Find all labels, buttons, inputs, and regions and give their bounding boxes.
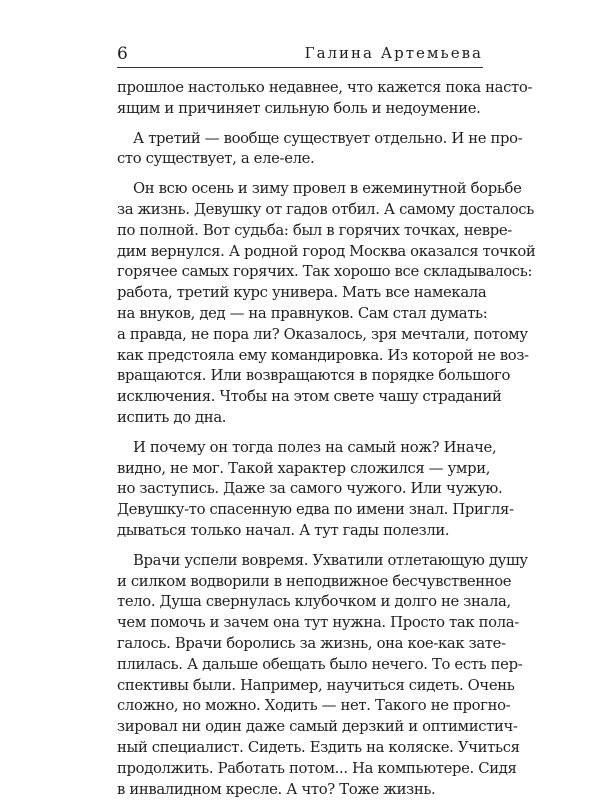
running-title: Галина Артемьева xyxy=(305,44,483,62)
text-line: дим вернулся. А родной город Москва оказался точкой xyxy=(117,242,483,263)
text-line: плилась. А дальше обещать было нечего. То есть пер- xyxy=(117,655,483,676)
text-line: как предстояла ему командировка. Из которой не воз- xyxy=(117,346,483,367)
text-line: вращаются. Или возвращаются в порядке большого xyxy=(117,366,483,387)
text-line: прошлое настолько недавнее, что кажется пока насто- xyxy=(117,78,483,99)
paragraph xyxy=(117,129,483,171)
text-line: продолжить. Работать потом... На компьютере. Сидя xyxy=(117,759,483,780)
text-line: по полной. Вот судьба: был в горячих точках, невре- xyxy=(117,221,483,242)
text-line: А третий — вообще существует отдельно. И не про- xyxy=(117,129,483,150)
text-line: спективы были. Например, научиться сидеть. Очень xyxy=(117,676,483,697)
text-line: чем помочь и зачем она тут нужна. Просто так пола- xyxy=(117,613,483,634)
paragraph xyxy=(117,551,483,800)
text-line: сто существует, а еле-еле. xyxy=(117,149,483,170)
text-line: на внуков, дед — на правнуков. Сам стал думать: xyxy=(117,304,483,325)
paragraph xyxy=(117,78,483,120)
body-text xyxy=(117,78,483,800)
text-line: дываться только начал. А тут гады полезли. xyxy=(117,521,483,542)
text-line: горячее самых горячих. Так хорошо все складывалось: xyxy=(117,262,483,283)
text-line: видно, не мог. Такой характер сложился — умри, xyxy=(117,459,483,480)
text-line: галось. Врачи боролись за жизнь, она кое-как зате- xyxy=(117,634,483,655)
paragraph xyxy=(117,179,483,429)
text-line: за жизнь. Девушку от гадов отбил. А самому досталось xyxy=(117,200,483,221)
text-line: зировал ни один даже самый дерзкий и оптимистич- xyxy=(117,717,483,738)
text-line: сложно, но можно. Ходить — нет. Такого не прогно- xyxy=(117,696,483,717)
page-number: 6 xyxy=(117,44,128,64)
text-line: Врачи успели вовремя. Ухватили отлетающую душу xyxy=(117,551,483,572)
text-line: но заступись. Даже за самого чужого. Или чужую. xyxy=(117,479,483,500)
text-line: Девушку-то спасенную едва по имени знал. Пригля- xyxy=(117,500,483,521)
text-line: Он всю осень и зиму провел в ежеминутной борьбе xyxy=(117,179,483,200)
header-rule xyxy=(117,67,483,68)
text-line: и силком водворили в неподвижное бесчувственное xyxy=(117,572,483,593)
text-line: исключения. Чтобы на этом свете чашу страданий xyxy=(117,387,483,408)
text-line: испить до дна. xyxy=(117,408,483,429)
text-line: тело. Душа свернулась клубочком и долго не знала, xyxy=(117,592,483,613)
text-line: ящим и причиняет сильную боль и недоумение. xyxy=(117,99,483,120)
text-line: а правда, не пора ли? Оказалось, зря мечтали, потому xyxy=(117,325,483,346)
text-line: И почему он тогда полез на самый нож? Иначе, xyxy=(117,438,483,459)
page-header xyxy=(117,42,483,64)
text-line: ный специалист. Сидеть. Ездить на коляске. Учиться xyxy=(117,738,483,759)
paragraph xyxy=(117,438,483,542)
text-line: работа, третий курс универа. Мать все намекала xyxy=(117,283,483,304)
text-line: в инвалидном кресле. А что? Тоже жизнь. xyxy=(117,780,483,800)
